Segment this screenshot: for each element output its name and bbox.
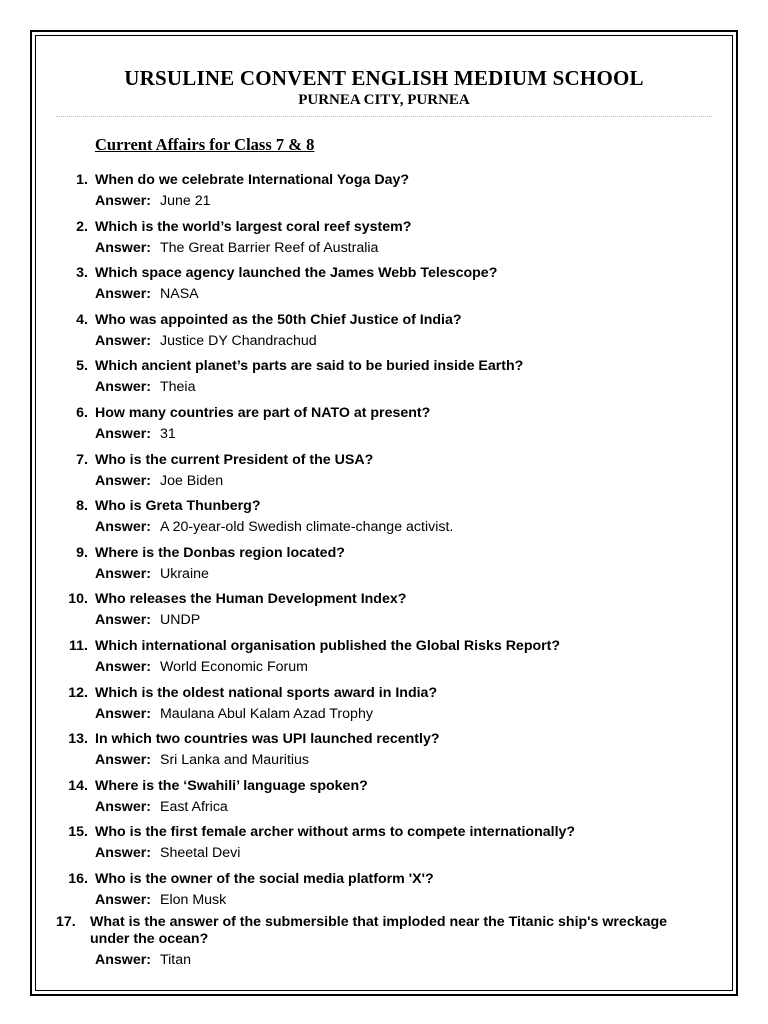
answer-text: World Economic Forum (159, 659, 308, 675)
answer-text: East Africa (159, 799, 228, 815)
answer-label: Answer: (95, 799, 151, 815)
question-number: 13. (68, 731, 88, 747)
answer-label: Answer: (95, 240, 151, 256)
answer-label: Answer: (95, 752, 151, 768)
answer-label: Answer: (95, 566, 151, 582)
answer-line (95, 426, 176, 442)
answer-label: Answer: (95, 612, 151, 628)
question-text: Where is the ‘Swahili’ language spoken? (95, 778, 368, 794)
answer-line (95, 240, 378, 256)
answer-label: Answer: (95, 473, 151, 489)
question-text: Who is the first female archer without arms to compete internationally? (95, 824, 576, 840)
answer-label: Answer: (95, 426, 151, 442)
header-divider (56, 116, 712, 117)
question-text: Which is the oldest national sports award in India? (95, 685, 438, 701)
answer-line (95, 379, 195, 395)
question-text: When do we celebrate International Yoga Day? (95, 172, 410, 188)
question-number: 10. (68, 591, 88, 607)
answer-line (95, 659, 308, 675)
answer-line (95, 333, 317, 349)
answer-text: Joe Biden (159, 473, 224, 489)
school-location: PURNEA CITY, PURNEA (298, 92, 470, 108)
question-number: 6. (76, 405, 88, 421)
answer-line (95, 286, 199, 302)
answer-text: UNDP (159, 612, 201, 628)
question-number: 15. (68, 824, 88, 840)
question-text: Who is Greta Thunberg? (95, 498, 261, 514)
answer-line (95, 473, 223, 489)
answer-label: Answer: (95, 659, 151, 675)
answer-text: A 20-year-old Swedish climate-change activist. (159, 519, 454, 535)
question-number: 1. (76, 172, 88, 188)
answer-text: Theia (159, 379, 196, 395)
answer-text: Maulana Abul Kalam Azad Trophy (159, 706, 373, 722)
answer-label: Answer: (95, 286, 151, 302)
school-name: URSULINE CONVENT ENGLISH MEDIUM SCHOOL (124, 66, 644, 90)
answer-line (95, 706, 373, 722)
answer-text: Sheetal Devi (159, 845, 241, 861)
answer-text: NASA (159, 286, 199, 302)
question-number: 2. (76, 219, 88, 235)
answer-text: Ukraine (159, 566, 209, 582)
answer-line (95, 892, 226, 908)
question-text: What is the answer of the submersible that imploded near the Titanic ship's wreckage under the ocean? (90, 914, 668, 947)
answer-line (95, 566, 209, 582)
section-heading: Current Affairs for Class 7 & 8 (95, 135, 315, 154)
answer-line (95, 845, 240, 861)
answer-line (95, 952, 191, 968)
answer-line (95, 193, 210, 209)
answer-text: 31 (159, 426, 176, 442)
answer-label: Answer: (95, 952, 151, 968)
answer-line (95, 519, 453, 535)
question-text: Who is the current President of the USA? (95, 452, 374, 468)
question-number: 8. (76, 498, 88, 514)
answer-label: Answer: (95, 379, 151, 395)
answer-text: June 21 (159, 193, 211, 209)
answer-line (95, 612, 200, 628)
answer-label: Answer: (95, 519, 151, 535)
question-text: In which two countries was UPI launched recently? (95, 731, 440, 747)
question-number: 4. (76, 312, 88, 328)
question-number: 16. (68, 871, 88, 887)
page-inner-border (35, 35, 733, 991)
question-text: How many countries are part of NATO at present? (95, 405, 431, 421)
question-text: Which ancient planet’s parts are said to be buried inside Earth? (95, 358, 524, 374)
answer-label: Answer: (95, 193, 151, 209)
answer-text: Titan (159, 952, 191, 968)
page-border (30, 30, 738, 996)
question-text: Who was appointed as the 50th Chief Justice of India? (95, 312, 462, 328)
question-number: 12. (68, 685, 88, 701)
answer-label: Answer: (95, 333, 151, 349)
question-number: 7. (76, 452, 88, 468)
answer-label: Answer: (95, 892, 151, 908)
question-text: Which is the world’s largest coral reef system? (95, 219, 412, 235)
question-number: 11. (69, 638, 88, 654)
question-text: Who releases the Human Development Index? (95, 591, 407, 607)
answer-label: Answer: (95, 706, 151, 722)
question-number: 9. (76, 545, 88, 561)
question-number: 14. (68, 778, 88, 794)
question-number: 3. (76, 265, 88, 281)
answer-text: The Great Barrier Reef of Australia (159, 240, 379, 256)
answer-text: Justice DY Chandrachud (159, 333, 317, 349)
question-text: Which space agency launched the James Webb Telescope? (95, 265, 498, 281)
answer-label: Answer: (95, 845, 151, 861)
question-text: Where is the Donbas region located? (95, 545, 345, 561)
question-text: Which international organisation published the Global Risks Report? (95, 638, 561, 654)
answer-text: Sri Lanka and Mauritius (159, 752, 310, 768)
answer-line (95, 799, 228, 815)
question-number: 5. (76, 358, 88, 374)
question-number: 17. (56, 914, 76, 930)
question-text: Who is the owner of the social media platform 'X'? (95, 871, 434, 887)
answer-line (95, 752, 309, 768)
answer-text: Elon Musk (159, 892, 227, 908)
